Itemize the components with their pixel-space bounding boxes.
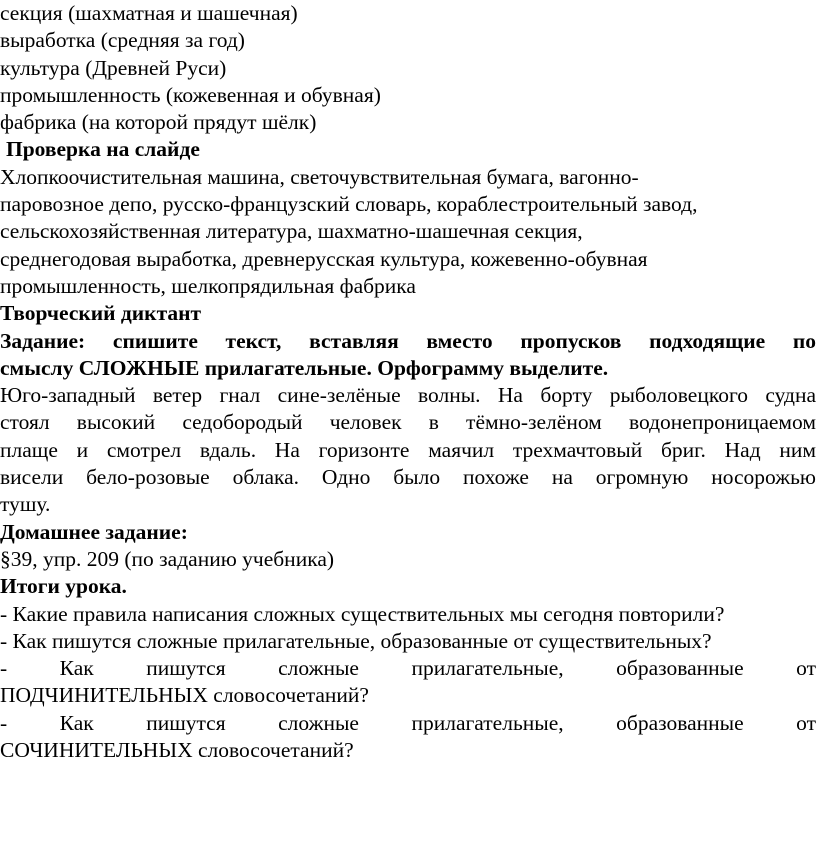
homework-text: §39, упр. 209 (по заданию учебника) — [0, 546, 335, 571]
pair-line-2: выработка (средняя за год) — [0, 28, 245, 53]
check-line-3: сельскохозяйственная литература, шахматно-шашечная секция, — [0, 219, 583, 244]
dictation-text-line-4: висели бело-розовые облака. Одно было похоже на огромную носорожью — [0, 465, 816, 490]
pair-line-4: промышленность (кожевенная и обувная) — [0, 82, 381, 107]
pair-line-3: культура (Древней Руси) — [0, 55, 227, 80]
check-line-5: промышленность, шелкопрядильная фабрика — [0, 273, 416, 298]
dictation-heading: Творческий диктант — [0, 301, 202, 326]
question-line-2: - Как пишутся сложные прилагательные, образованные от существительных? — [0, 628, 712, 653]
dictation-text-line-3: плаще и смотрел вдаль. На горизонте маячил трехмачтовый бриг. Над ним — [0, 437, 816, 462]
pair-line-1: секция (шахматная и шашечная) — [0, 1, 298, 25]
question-line-6: СОЧИНИТЕЛЬНЫХ словосочетаний? — [0, 738, 354, 763]
task-line-2: смыслу СЛОЖНЫЕ прилагательные. Орфограмму выделите. — [0, 355, 609, 380]
dictation-text-line-2: стоял высокий седобородый человек в тёмно-зелёном водонепроницаемом — [0, 410, 816, 435]
question-line-1: - Какие правила написания сложных существительных мы сегодня повторили? — [0, 601, 725, 626]
task-line-1: Задание: спишите текст, вставляя вместо пропусков подходящие по — [0, 328, 816, 353]
question-line-5: - Как пишутся сложные прилагательные, образованные от — [0, 710, 816, 735]
summary-heading: Итоги урока. — [0, 574, 127, 599]
check-line-1: Хлопкоочистительная машина, светочувствительная бумага, вагонно- — [0, 164, 639, 189]
check-line-4: среднегодовая выработка, древнерусская культура, кожевенно-обувная — [0, 246, 648, 271]
dictation-text-line-1: Юго-западный ветер гнал сине-зелёные волны. На борту рыболовецкого судна — [0, 383, 816, 408]
check-line-2: паровозное депо, русско-французский словарь, кораблестроительный завод, — [0, 192, 698, 217]
homework-heading: Домашнее задание: — [0, 519, 188, 544]
pair-line-5: фабрика (на которой прядут шёлк) — [0, 110, 317, 135]
question-line-3: - Как пишутся сложные прилагательные, образованные от — [0, 656, 816, 681]
question-line-4: ПОДЧИНИТЕЛЬНЫХ словосочетаний? — [0, 683, 369, 708]
check-heading: Проверка на слайде — [6, 137, 200, 162]
dictation-text-line-5: тушу. — [0, 492, 51, 517]
